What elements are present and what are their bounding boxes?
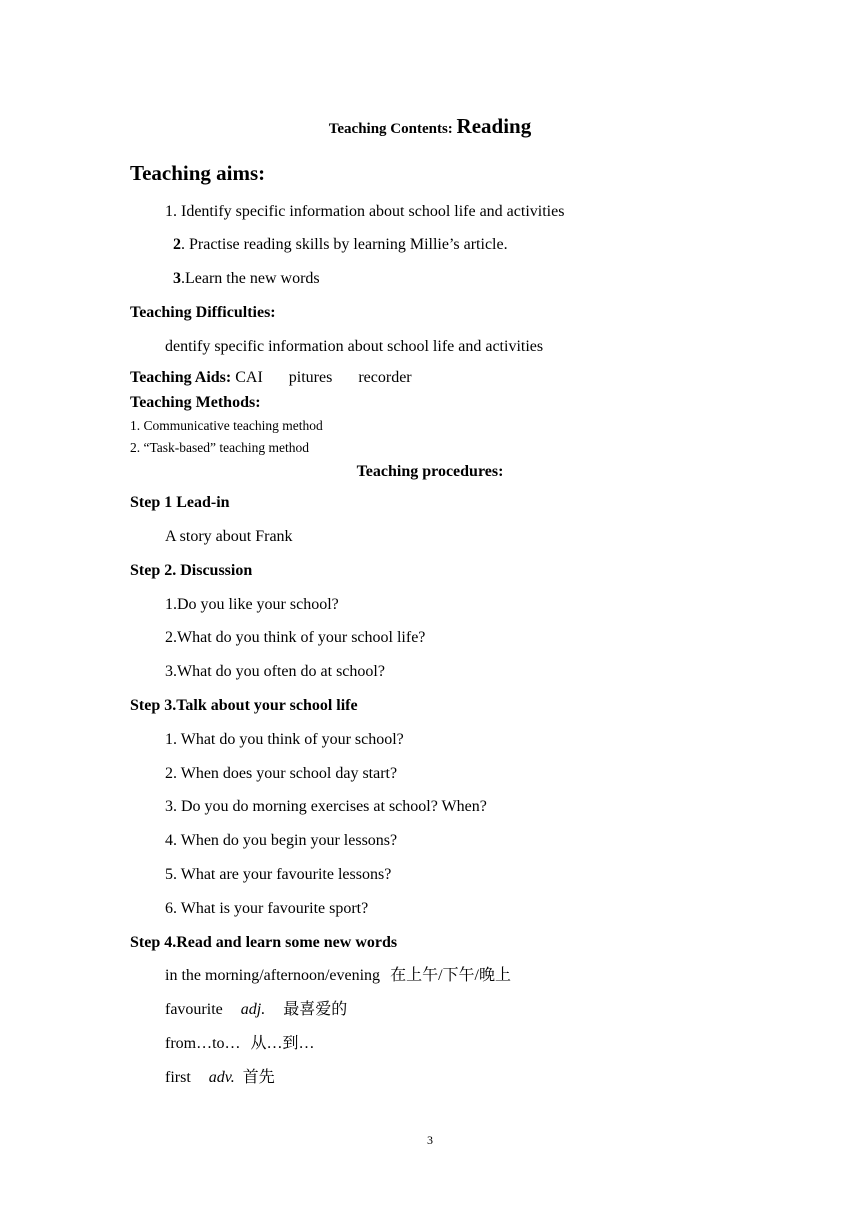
aids-item: pitures (288, 369, 333, 386)
vocab-meaning: 在上午/下午/晚上 (390, 967, 511, 984)
difficulties-text: dentify specific information about school life and activities (165, 338, 544, 355)
page-number: 3 (427, 1133, 433, 1147)
vocab-pos: adj. (240, 1001, 266, 1018)
step-item: 5. What are your favourite lessons? (165, 866, 392, 883)
step-item: 2. When does your school day start? (165, 765, 398, 782)
step-heading: Step 3.Talk about your school life (130, 697, 358, 714)
aims-heading: Teaching aims: (130, 161, 266, 185)
step-heading: Step 1 Lead-in (130, 494, 230, 511)
methods-item: 2. “Task-based” teaching method (130, 440, 309, 455)
aims-item-1: 1. Identify specific information about school life and activities (165, 203, 565, 220)
aids-line (130, 368, 412, 388)
methods-item: 1. Communicative teaching method (130, 418, 323, 433)
title-prefix: Teaching Contents: (328, 121, 457, 137)
vocab-word: favourite (165, 1001, 223, 1018)
vocab-row (165, 966, 511, 986)
step-item: 2.What do you think of your school life? (165, 629, 426, 646)
vocab-meaning: 首先 (242, 1069, 275, 1086)
vocab-word: from…to… (165, 1035, 241, 1052)
step-item: 1.Do you like your school? (165, 596, 339, 613)
step-item: 3.What do you often do at school? (165, 663, 385, 680)
aids-label: Teaching Aids: (130, 369, 232, 386)
step-heading: Step 4.Read and learn some new words (130, 934, 398, 951)
vocab-pos: adv. (208, 1069, 235, 1086)
step-item: A story about Frank (165, 528, 293, 545)
aims-item-3: 3.Learn the new words (173, 270, 320, 287)
vocab-word: first (165, 1069, 191, 1086)
step-item: 6. What is your favourite sport? (165, 900, 369, 917)
aids-item: CAI (235, 369, 263, 386)
vocab-row (165, 1034, 315, 1054)
aids-item: recorder (358, 369, 412, 386)
vocab-word: in the morning/afternoon/evening (165, 967, 381, 984)
vocab-meaning: 从…到… (250, 1035, 315, 1052)
title-main: Reading (456, 114, 532, 138)
step-heading: Step 2. Discussion (130, 562, 253, 579)
step-item: 3. Do you do morning exercises at school? When? (165, 798, 487, 815)
step-item: 4. When do you begin your lessons? (165, 832, 398, 849)
page-title (0, 116, 860, 139)
vocab-row (165, 1000, 347, 1020)
aims-item-2: 2. Practise reading skills by learning Millie’s article. (173, 236, 508, 253)
difficulties-heading: Teaching Difficulties: (130, 304, 276, 321)
methods-heading: Teaching Methods: (130, 394, 261, 411)
vocab-row (165, 1068, 275, 1088)
vocab-meaning: 最喜爱的 (283, 1001, 348, 1018)
step-item: 1. What do you think of your school? (165, 731, 404, 748)
procedures-heading: Teaching procedures: (356, 463, 504, 480)
